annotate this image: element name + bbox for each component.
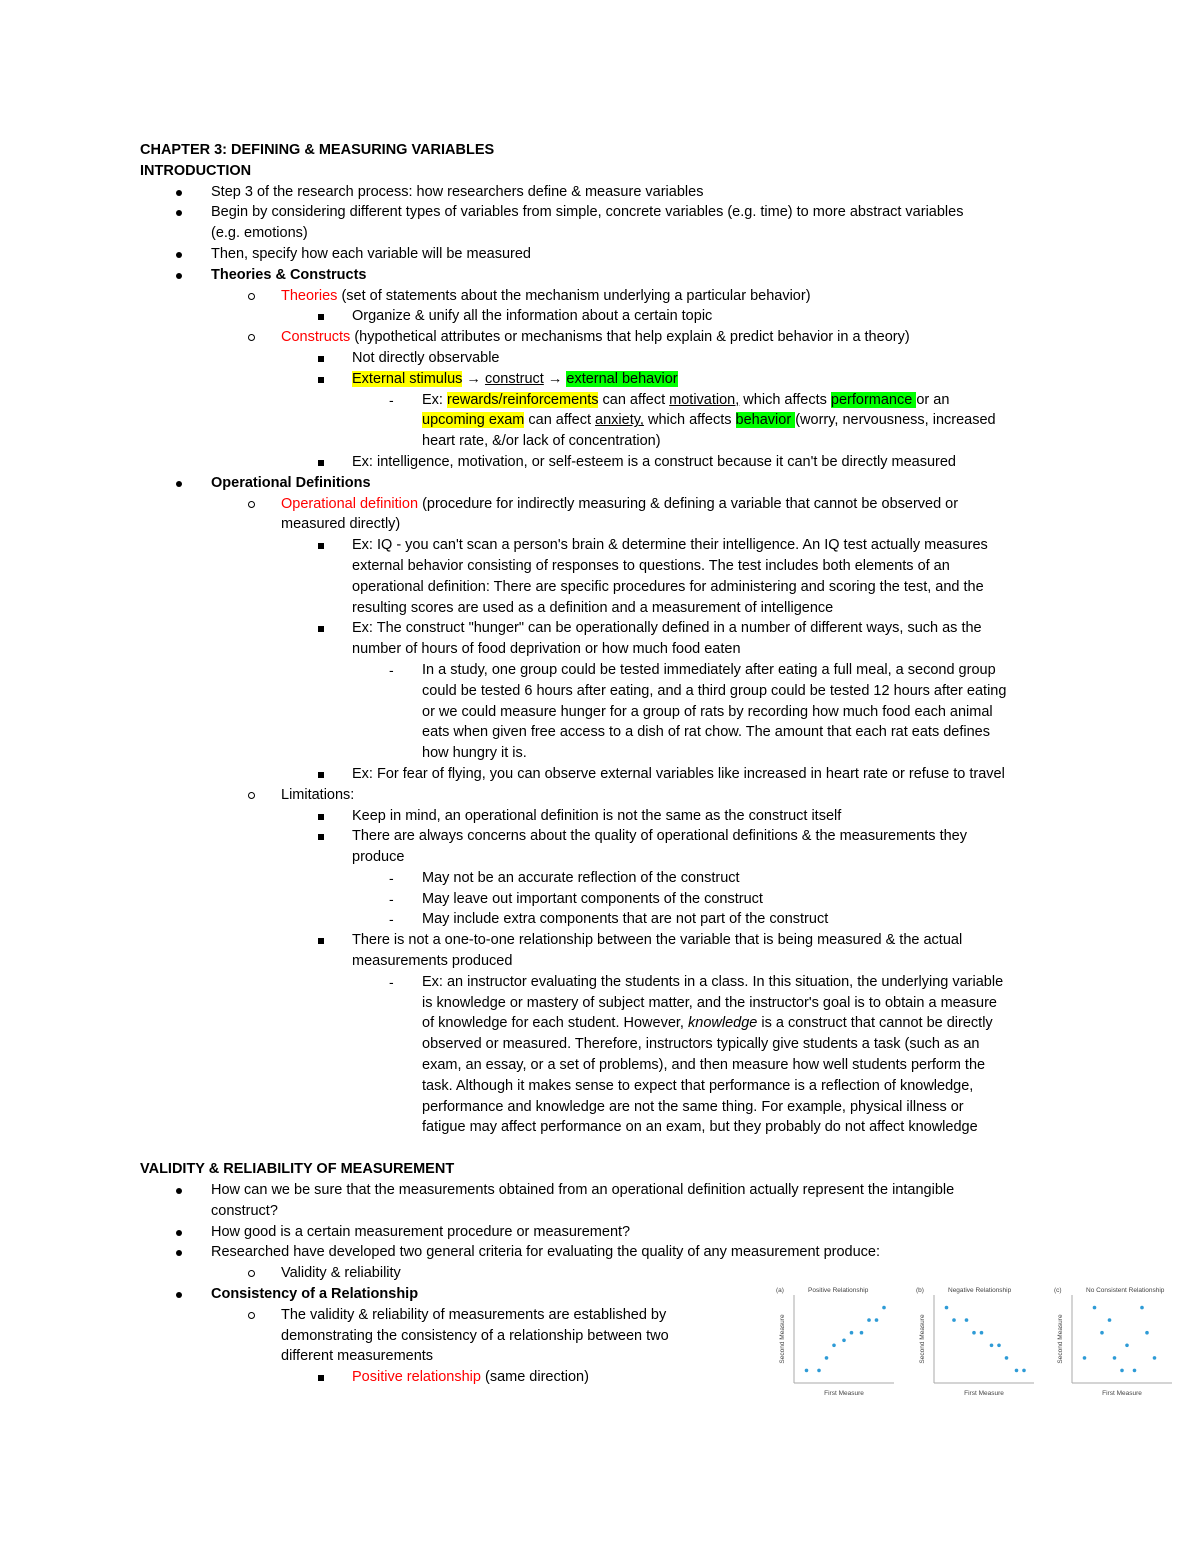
scatter-point bbox=[1005, 1356, 1009, 1360]
scatter-point bbox=[882, 1306, 886, 1310]
scatter-point bbox=[1133, 1369, 1137, 1373]
list-item: Ex: The construct "hunger" can be operationally defined in a number of different ways, such as the number of hours of food deprivation or how much food eaten bbox=[140, 618, 1070, 660]
figure-label: (a) bbox=[776, 1287, 784, 1294]
scatter-point bbox=[875, 1318, 879, 1322]
hollow-bullet-icon bbox=[248, 1270, 255, 1277]
scatter-point bbox=[1153, 1356, 1157, 1360]
list-item: Ex: For fear of flying, you can observe external variables like increased in heart rate or refuse to travel bbox=[140, 764, 1070, 785]
bullet-icon bbox=[176, 1188, 182, 1194]
scatter-point bbox=[990, 1344, 994, 1348]
intro-heading: INTRODUCTION bbox=[140, 162, 252, 179]
scatterplot-svg bbox=[916, 1283, 1040, 1401]
hollow-bullet-icon bbox=[248, 1312, 255, 1319]
square-bullet-icon bbox=[318, 543, 324, 549]
list-item: Researched have developed two general criteria for evaluating the quality of any measurement produce: bbox=[140, 1242, 1070, 1263]
scatter-point bbox=[1093, 1306, 1097, 1310]
scatter-point bbox=[1140, 1306, 1144, 1310]
bullet-icon bbox=[176, 1230, 182, 1236]
scatter-point bbox=[1015, 1369, 1019, 1373]
term-theories: Theories bbox=[281, 287, 338, 304]
scatter-point bbox=[1083, 1356, 1087, 1360]
list-item: The validity & reliability of measurements are established by demonstrating the consistency of a relationship between two different measurements bbox=[140, 1305, 1070, 1367]
list-item: There is not a one-to-one relationship between the variable that is being measured & the actual measurements produced bbox=[140, 930, 1070, 972]
list-item: - Ex: rewards/reinforcements can affect motivation, which affects performance or an upcoming exam can affect anxiety, which affects behavior (worry, nervousness, increased heart rate, &/or lack of concentration) bbox=[389, 391, 996, 450]
bullet-icon bbox=[176, 273, 182, 279]
scatter-point bbox=[832, 1344, 836, 1348]
list-item: - Ex: an instructor evaluating the students in a class. In this situation, the underlying variable is knowledge or mastery of subject matter, and the instructor's goal is to obtain a measure of knowledge for each student. However, knowledge is a construct that cannot be directly observed or measured. Therefore, instructors typically give students a task (such as an exam, an essay, or a set of problems), and then measure how well students perform the task. Although it makes sense to expect that performance is a reflection of knowledge, performance and knowledge are not the same thing. For example, physical illness or fatigue may affect performance on an exam, but they probably do not affect knowledge bbox=[389, 973, 1004, 1136]
square-bullet-icon bbox=[318, 377, 324, 383]
scatter-point bbox=[972, 1331, 976, 1335]
bullet-icon bbox=[176, 1250, 182, 1256]
figure-title: Negative Relationship bbox=[948, 1287, 1012, 1294]
list-item: Constructs (hypothetical attributes or mechanisms that help explain & predict behavior in a theory) bbox=[140, 327, 1070, 348]
scatter-point bbox=[805, 1369, 809, 1373]
hollow-bullet-icon bbox=[248, 792, 255, 799]
scatter-point bbox=[867, 1318, 871, 1322]
list-item: - In a study, one group could be tested immediately after eating a full meal, a second group could be tested 6 hours after eating, and a third group could be tested 12 hours after eating or we could measure hunger for a group of rats by recording how much food each animal eats when given free access to a dish of rat chow. The amount that each rat eats defines how hungry it is. bbox=[389, 661, 1007, 762]
scatter-point bbox=[1120, 1369, 1124, 1373]
square-bullet-icon bbox=[318, 460, 324, 466]
square-bullet-icon bbox=[318, 314, 324, 320]
scatter-point bbox=[842, 1339, 846, 1343]
list-item: Limitations: bbox=[140, 785, 1070, 806]
list-item: - May include extra components that are not part of the construct bbox=[389, 911, 829, 928]
list-item: Operational definition (procedure for indirectly measuring & defining a variable that cannot be observed or measured directly) bbox=[140, 494, 1070, 536]
scatter-point bbox=[997, 1344, 1001, 1348]
list-item: Ex: IQ - you can't scan a person's brain & determine their intelligence. An IQ test actually measures external behavior consisting of responses to questions. The test includes both elements of an operational definition: There are specific procedures for administering and scoring the test, and the resulting scores are used as a definition and a measurement of intelligence bbox=[140, 535, 1070, 618]
document-page bbox=[140, 140, 1070, 1388]
square-bullet-icon bbox=[318, 356, 324, 362]
list-item: Step 3 of the research process: how researchers define & measure variables bbox=[140, 182, 1070, 203]
bullet-icon bbox=[176, 1292, 182, 1298]
scatter-point bbox=[1125, 1344, 1129, 1348]
figure-title: Positive Relationship bbox=[808, 1287, 869, 1294]
hollow-bullet-icon bbox=[248, 334, 255, 341]
x-axis-label: First Measure bbox=[964, 1390, 1004, 1397]
scatter-point bbox=[817, 1369, 821, 1373]
scatter-point bbox=[980, 1331, 984, 1335]
scatter-point bbox=[952, 1318, 956, 1322]
term-operational-definition: Operational definition bbox=[281, 495, 419, 512]
list-item: Validity & reliability bbox=[140, 1263, 1070, 1284]
list-item: Positive relationship (same direction) bbox=[140, 1367, 1070, 1388]
bullet-icon bbox=[176, 210, 182, 216]
scatter-point bbox=[860, 1331, 864, 1335]
bullet-icon bbox=[176, 252, 182, 258]
list-item: Organize & unify all the information about a certain topic bbox=[140, 306, 1070, 327]
figure-label: (b) bbox=[916, 1287, 924, 1294]
list-item: How can we be sure that the measurements obtained from an operational definition actually represent the intangible construct? bbox=[140, 1180, 1070, 1222]
list-item: Not directly observable bbox=[140, 348, 1070, 369]
square-bullet-icon bbox=[318, 814, 324, 820]
scatterplot-svg bbox=[1054, 1283, 1178, 1401]
scatterplot-positive bbox=[776, 1283, 904, 1403]
scatter-point bbox=[1113, 1356, 1117, 1360]
scatterplot-no-relationship bbox=[1054, 1283, 1182, 1403]
bullet-icon bbox=[176, 481, 182, 487]
figure-title: No Consistent Relationship bbox=[1086, 1287, 1165, 1294]
list-item: Theories (set of statements about the mechanism underlying a particular behavior) bbox=[140, 286, 1070, 307]
hollow-bullet-icon bbox=[248, 293, 255, 300]
scatterplot-negative bbox=[916, 1283, 1044, 1403]
scatter-point bbox=[1100, 1331, 1104, 1335]
term-positive-relationship: Positive relationship bbox=[352, 1369, 481, 1386]
scatter-point bbox=[945, 1306, 949, 1310]
scatter-point bbox=[1108, 1318, 1112, 1322]
bullet-icon bbox=[176, 190, 182, 196]
scatter-point bbox=[850, 1331, 854, 1335]
list-item: Then, specify how each variable will be measured bbox=[140, 244, 1070, 265]
list-item: - May not be an accurate reflection of the construct bbox=[389, 869, 740, 886]
square-bullet-icon bbox=[318, 834, 324, 840]
list-item: External stimulus → construct → external behavior bbox=[140, 369, 1070, 390]
chapter-title: CHAPTER 3: DEFINING & MEASURING VARIABLES bbox=[140, 142, 495, 158]
scatter-point bbox=[825, 1356, 829, 1360]
list-item: Begin by considering different types of variables from simple, concrete variables (e.g. time) to more abstract variables (e.g. emotions) bbox=[140, 202, 1070, 244]
x-axis-label: First Measure bbox=[1102, 1390, 1142, 1397]
square-bullet-icon bbox=[318, 626, 324, 632]
y-axis-label: Second Measure bbox=[919, 1314, 926, 1364]
square-bullet-icon bbox=[318, 938, 324, 944]
scatter-point bbox=[1145, 1331, 1149, 1335]
list-item: How good is a certain measurement procedure or measurement? bbox=[140, 1222, 1070, 1243]
list-item-opdef-heading: Operational Definitions bbox=[140, 473, 1070, 494]
scatterplot-svg bbox=[776, 1283, 900, 1401]
square-bullet-icon bbox=[318, 1375, 324, 1381]
scatter-point bbox=[965, 1318, 969, 1322]
list-item: Ex: intelligence, motivation, or self-esteem is a construct because it can't be directly measured bbox=[140, 452, 1070, 473]
y-axis-label: Second Measure bbox=[1057, 1314, 1064, 1364]
list-item-consistency-heading: Consistency of a Relationship bbox=[140, 1284, 1070, 1305]
list-item: - May leave out important components of the construct bbox=[389, 890, 763, 907]
y-axis-label: Second Measure bbox=[779, 1314, 786, 1364]
x-axis-label: First Measure bbox=[824, 1390, 864, 1397]
scatter-point bbox=[1022, 1369, 1026, 1373]
validity-heading: VALIDITY & RELIABILITY OF MEASUREMENT bbox=[140, 1161, 455, 1178]
square-bullet-icon bbox=[318, 772, 324, 778]
list-item: Keep in mind, an operational definition is not the same as the construct itself bbox=[140, 806, 1070, 827]
scatterplot-figures bbox=[776, 1283, 1176, 1403]
list-item-theories-heading: Theories & Constructs bbox=[140, 265, 1070, 286]
hollow-bullet-icon bbox=[248, 501, 255, 508]
term-constructs: Constructs bbox=[281, 329, 351, 346]
figure-label: (c) bbox=[1054, 1287, 1062, 1294]
list-item: There are always concerns about the quality of operational definitions & the measurements they produce bbox=[140, 826, 1070, 868]
